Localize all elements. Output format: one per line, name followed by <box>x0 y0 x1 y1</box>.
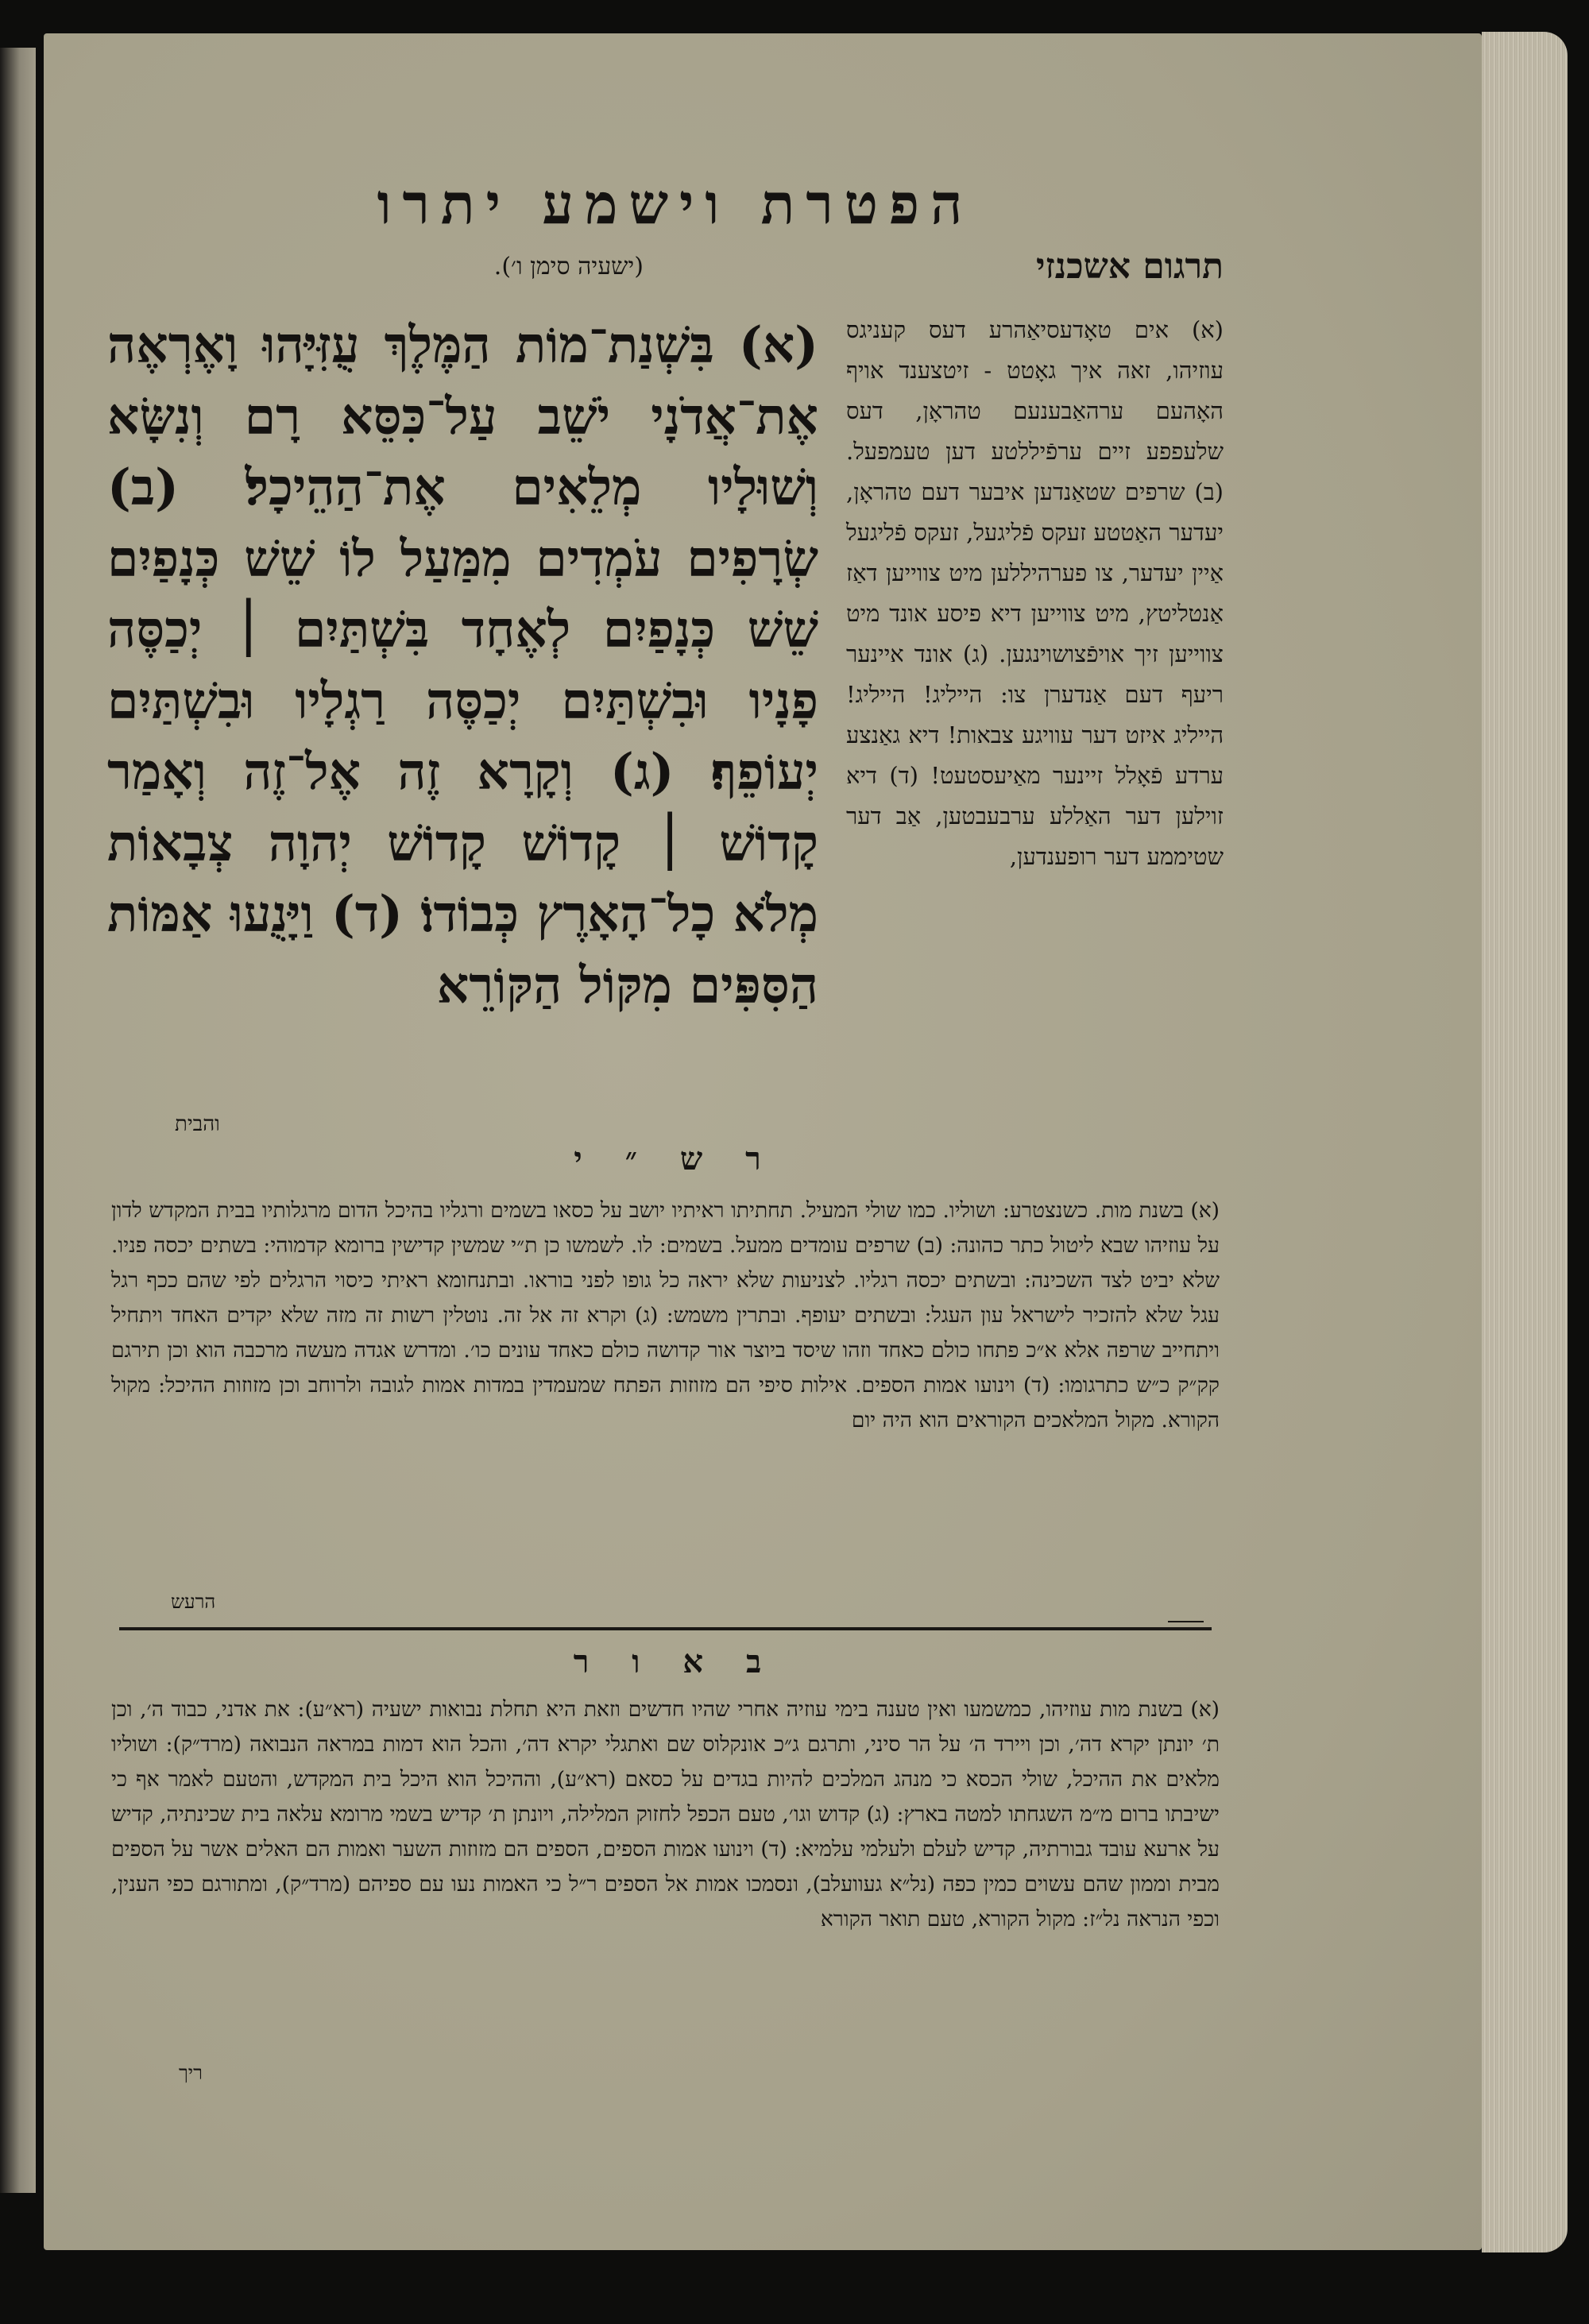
left-page-spine <box>0 48 36 2193</box>
page-edges <box>1482 32 1568 2252</box>
rashi-catchword: הרעש <box>171 1591 216 1613</box>
section-divider <box>119 1627 1212 1630</box>
beur-catchword: ריך <box>179 2062 203 2084</box>
beur-heading: ב א ו ר <box>573 1643 778 1680</box>
targum-heading: תרגום אשכנזי <box>1035 246 1224 287</box>
beur-commentary: (א) בשנת מות עוזיהו, כמשמעו ואין טענה בימי עוזיה אחרי שהיו חדשים וזאת היא תחלת נבואות ישעיה (רא״ע): את אדני, כבוד ה׳, וכן ת׳ יונתן יקרא דה׳, וכן ויירד ה׳ על הר סיני, ותרגם ג״כ אונקלוס שם ואתגלי יקרא דה׳, והכל הוא דמות במראה הנבואה (מרד״ק): ושוליו מלאים את ההיכל, שולי הכסא כי מנהג המלכים להיות בגדים על כסאם (רא״ע), וההיכל הוא היכל בית המקדש, והטעם לאמר אף כי ישיבתו ברום מ״מ השגחתו למטה בארץ: (ג) קדוש וגו׳, טעם הכפל לחזוק המלילה, ויונתן ת׳ קדיש בשמי מרומא עלאה בית שכינתיה, קדיש על ארעא עובד גבורתיה, קדיש לעלם ולעלמי עלמיא: (ד) וינועו אמות הספים, הספים הם מזוזות השער ואמות הם האלים אשר על הספים מבית וממון שהם עשוים כמין כפה (נל״א געוועלב), ונסמכו אמות אל הספים ר״ל כי האמות נעו עם ספיהם (מרד״ק), ומתורגם כפי הענין, וכפי הנראה נל״ז: מקול הקורא, טעם תואר הקורא <box>111 1697 1220 1932</box>
targum-text: (א) אים טאָדעסיאַהרע דעס קעניגס עוזיהו, זאה איך גאָטט - זיטצענד אויף האָהעם ערהאַבענעם טהראָן, דעס שלעפפע זיים ערפֿיללטע דען טעמפעל. (ב) שרפים שטאַנדען איבער דעם טהראָן, יעדער האַטטע זעקס פֿליגעל, זעקס פֿליגעל אַיין יעדער, צו פערהיללען מיט צווייען דאַז אַנטליטץ, מיט צווייען דיא פיסע אונד מיט צווייען זיך אויפֿצושוינגען. (ג) אונד איינער ריעף דעם אַנדערן צו: הייליג! הייליג! הייליג איזט דער עוויגע צבאות! דיא גאַנצע ערדע פֿאָלל זיינער מאַיעסטעט! (ד) דיא זוילען דער האַללע ערבעבטען, אַב דער שטיממע דער רופענדען, <box>846 316 1224 870</box>
chapter-reference: (ישעיה סימן ו׳). <box>493 253 644 280</box>
rashi-commentary: (א) בשנת מות. כשנצטרע: ושוליו. כמו שולי המעיל. תחתיתו ראיתיו יושב על כסאו בשמים ורגליו בהיכל הדום מרגלותיו בבית המקדש לדון על עוזיהו שבא ליטול כתר כהונה: (ב) שרפים עומדים ממעל. בשמים: לו. לשמשו כן ת״י שמשין קדישין ברומא קדמוהי: בשתים יכסה פניו. שלא יביט לצד השכינה: ובשתים יכסה רגליו. לצניעות שלא יראה כל גופו לפני בוראו. ובתנחומא ראיתי כיסוי הרגלים לפי שהם ככף רגל עגל שלא להזכיר לישראל עון העגל: ובשתים יעופף. ובתרין משמש: (ג) וקרא זה אל זה. נוטלין רשות זה מזה שלא יקדים האחד ויתחיל ויתחייב שרפה אלא א״כ פתחו כולם כאחד וזהו שיסד ביוצר אור קדושה כולם כאחד עונים כו׳. ומדרש אגדה מעשה מרכבה הוא וכן תירגם קק״ק כ״ש כתרגומו: (ד) וינועו אמות הספים. אילות סיפי הם מזוזות הפתח שמעמדין במדות אמות לגובה ולרוחב וכן מזוזות ההיכל: מקול הקורא. מקול המלאכים הקוראים הוא היה יום <box>111 1198 1220 1433</box>
section-divider-end <box>1168 1621 1204 1622</box>
haftarah-verse-text: (א) בִּשְׁנַת־מוֹת הַמֶּלֶךְ עֻזִּיָּהוּ וָאֶרְאֶה אֶת־אֲדֹנָי יֹשֵׁב עַל־כִּסֵּא רָם וְנִשָּׂא וְשׁוּלָיו מְלֵאִים אֶת־הַהֵיכָל׃ (ב) שְׂרָפִים עֹמְדִים מִמַּעַל לוֹ שֵׁשׁ כְּנָפַיִם שֵׁשׁ כְּנָפַיִם לְאֶחָד בִּשְׁתַּיִם ׀ יְכַסֶּה פָנָיו וּבִשְׁתַּיִם יְכַסֶּה רַגְלָיו וּבִשְׁתַּיִם יְעוֹפֵף׃ (ג) וְקָרָא זֶה אֶל־זֶה וְאָמַר קָדוֹשׁ ׀ קָדוֹשׁ קָדוֹשׁ יְהוָה צְבָאוֹת מְלֹא כָל־הָאָרֶץ כְּבוֹדוֹ׃ (ד) וַיָּנֻעוּ אַמּוֹת הַסִּפִּים מִקּוֹל הַקּוֹרֵא <box>107 315 818 1015</box>
verse-catchword: והבית <box>175 1112 220 1136</box>
page-title: הפטרת וישמע יתרו <box>377 171 974 237</box>
rashi-heading: ר ש ״ י <box>574 1140 777 1177</box>
